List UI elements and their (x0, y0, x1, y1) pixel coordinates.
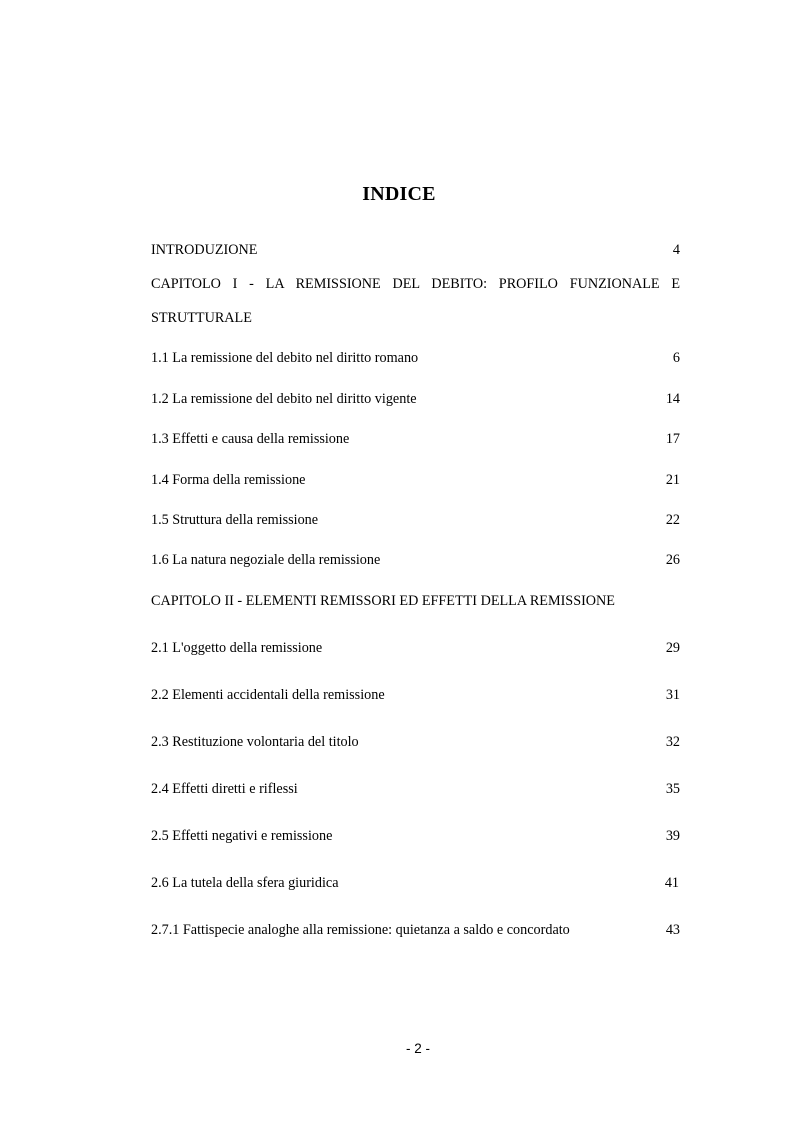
toc-entry-label: 1.1 La remissione del debito nel diritto romano (151, 350, 419, 366)
toc-entry-page: 41 (664, 875, 679, 891)
toc-entry-label: 1.6 La natura negoziale della remissione (151, 552, 381, 568)
chapter-heading-2: CAPITOLO II - ELEMENTI REMISSORI ED EFFETTI DELLA REMISSIONE (151, 593, 615, 609)
toc-entry-page: 17 (665, 431, 680, 447)
page-title: INDICE (362, 183, 436, 205)
toc-entry-page: 35 (665, 781, 680, 797)
toc-entry-page: 21 (665, 472, 680, 488)
toc-entry-label: 1.4 Forma della remissione (151, 472, 306, 488)
toc-entry-page: 14 (665, 391, 680, 407)
toc-entry-page: 26 (665, 552, 680, 568)
toc-entry-label: 2.3 Restituzione volontaria del titolo (151, 734, 359, 750)
toc-entry-label: INTRODUZIONE (151, 242, 258, 258)
chapter-heading-1-continued: STRUTTURALE (151, 310, 252, 326)
toc-entry-label: 2.1 L'oggetto della remissione (151, 640, 323, 656)
chapter-heading-1: CAPITOLO I - LA REMISSIONE DEL DEBITO: PROFILO FUNZIONALE E (151, 276, 680, 292)
toc-entry-label: 1.2 La remissione del debito nel diritto vigente (151, 391, 417, 407)
toc-entry-label: 2.5 Effetti negativi e remissione (151, 828, 333, 844)
toc-entry-label: 2.6 La tutela della sfera giuridica (151, 875, 339, 891)
toc-entry-label: 1.3 Effetti e causa della remissione (151, 431, 350, 447)
toc-entry-label: 2.4 Effetti diretti e riflessi (151, 781, 298, 797)
page-number-footer: - 2 - (405, 1041, 430, 1056)
toc-entry-page: 29 (665, 640, 680, 656)
toc-entry-label: 2.2 Elementi accidentali della remissione (151, 687, 385, 703)
toc-entry-page: 32 (665, 734, 680, 750)
toc-entry-page: 22 (665, 512, 680, 528)
toc-entry-page: 31 (665, 687, 680, 703)
toc-entry-page: 6 (672, 350, 680, 366)
toc-entry-page: 43 (665, 922, 680, 938)
toc-entry-page: 39 (665, 828, 680, 844)
toc-entry-page: 4 (672, 242, 680, 258)
toc-entry-label: 1.5 Struttura della remissione (151, 512, 319, 528)
toc-entry-label: 2.7.1 Fattispecie analoghe alla remissione: quietanza a saldo e concordato (151, 922, 570, 938)
